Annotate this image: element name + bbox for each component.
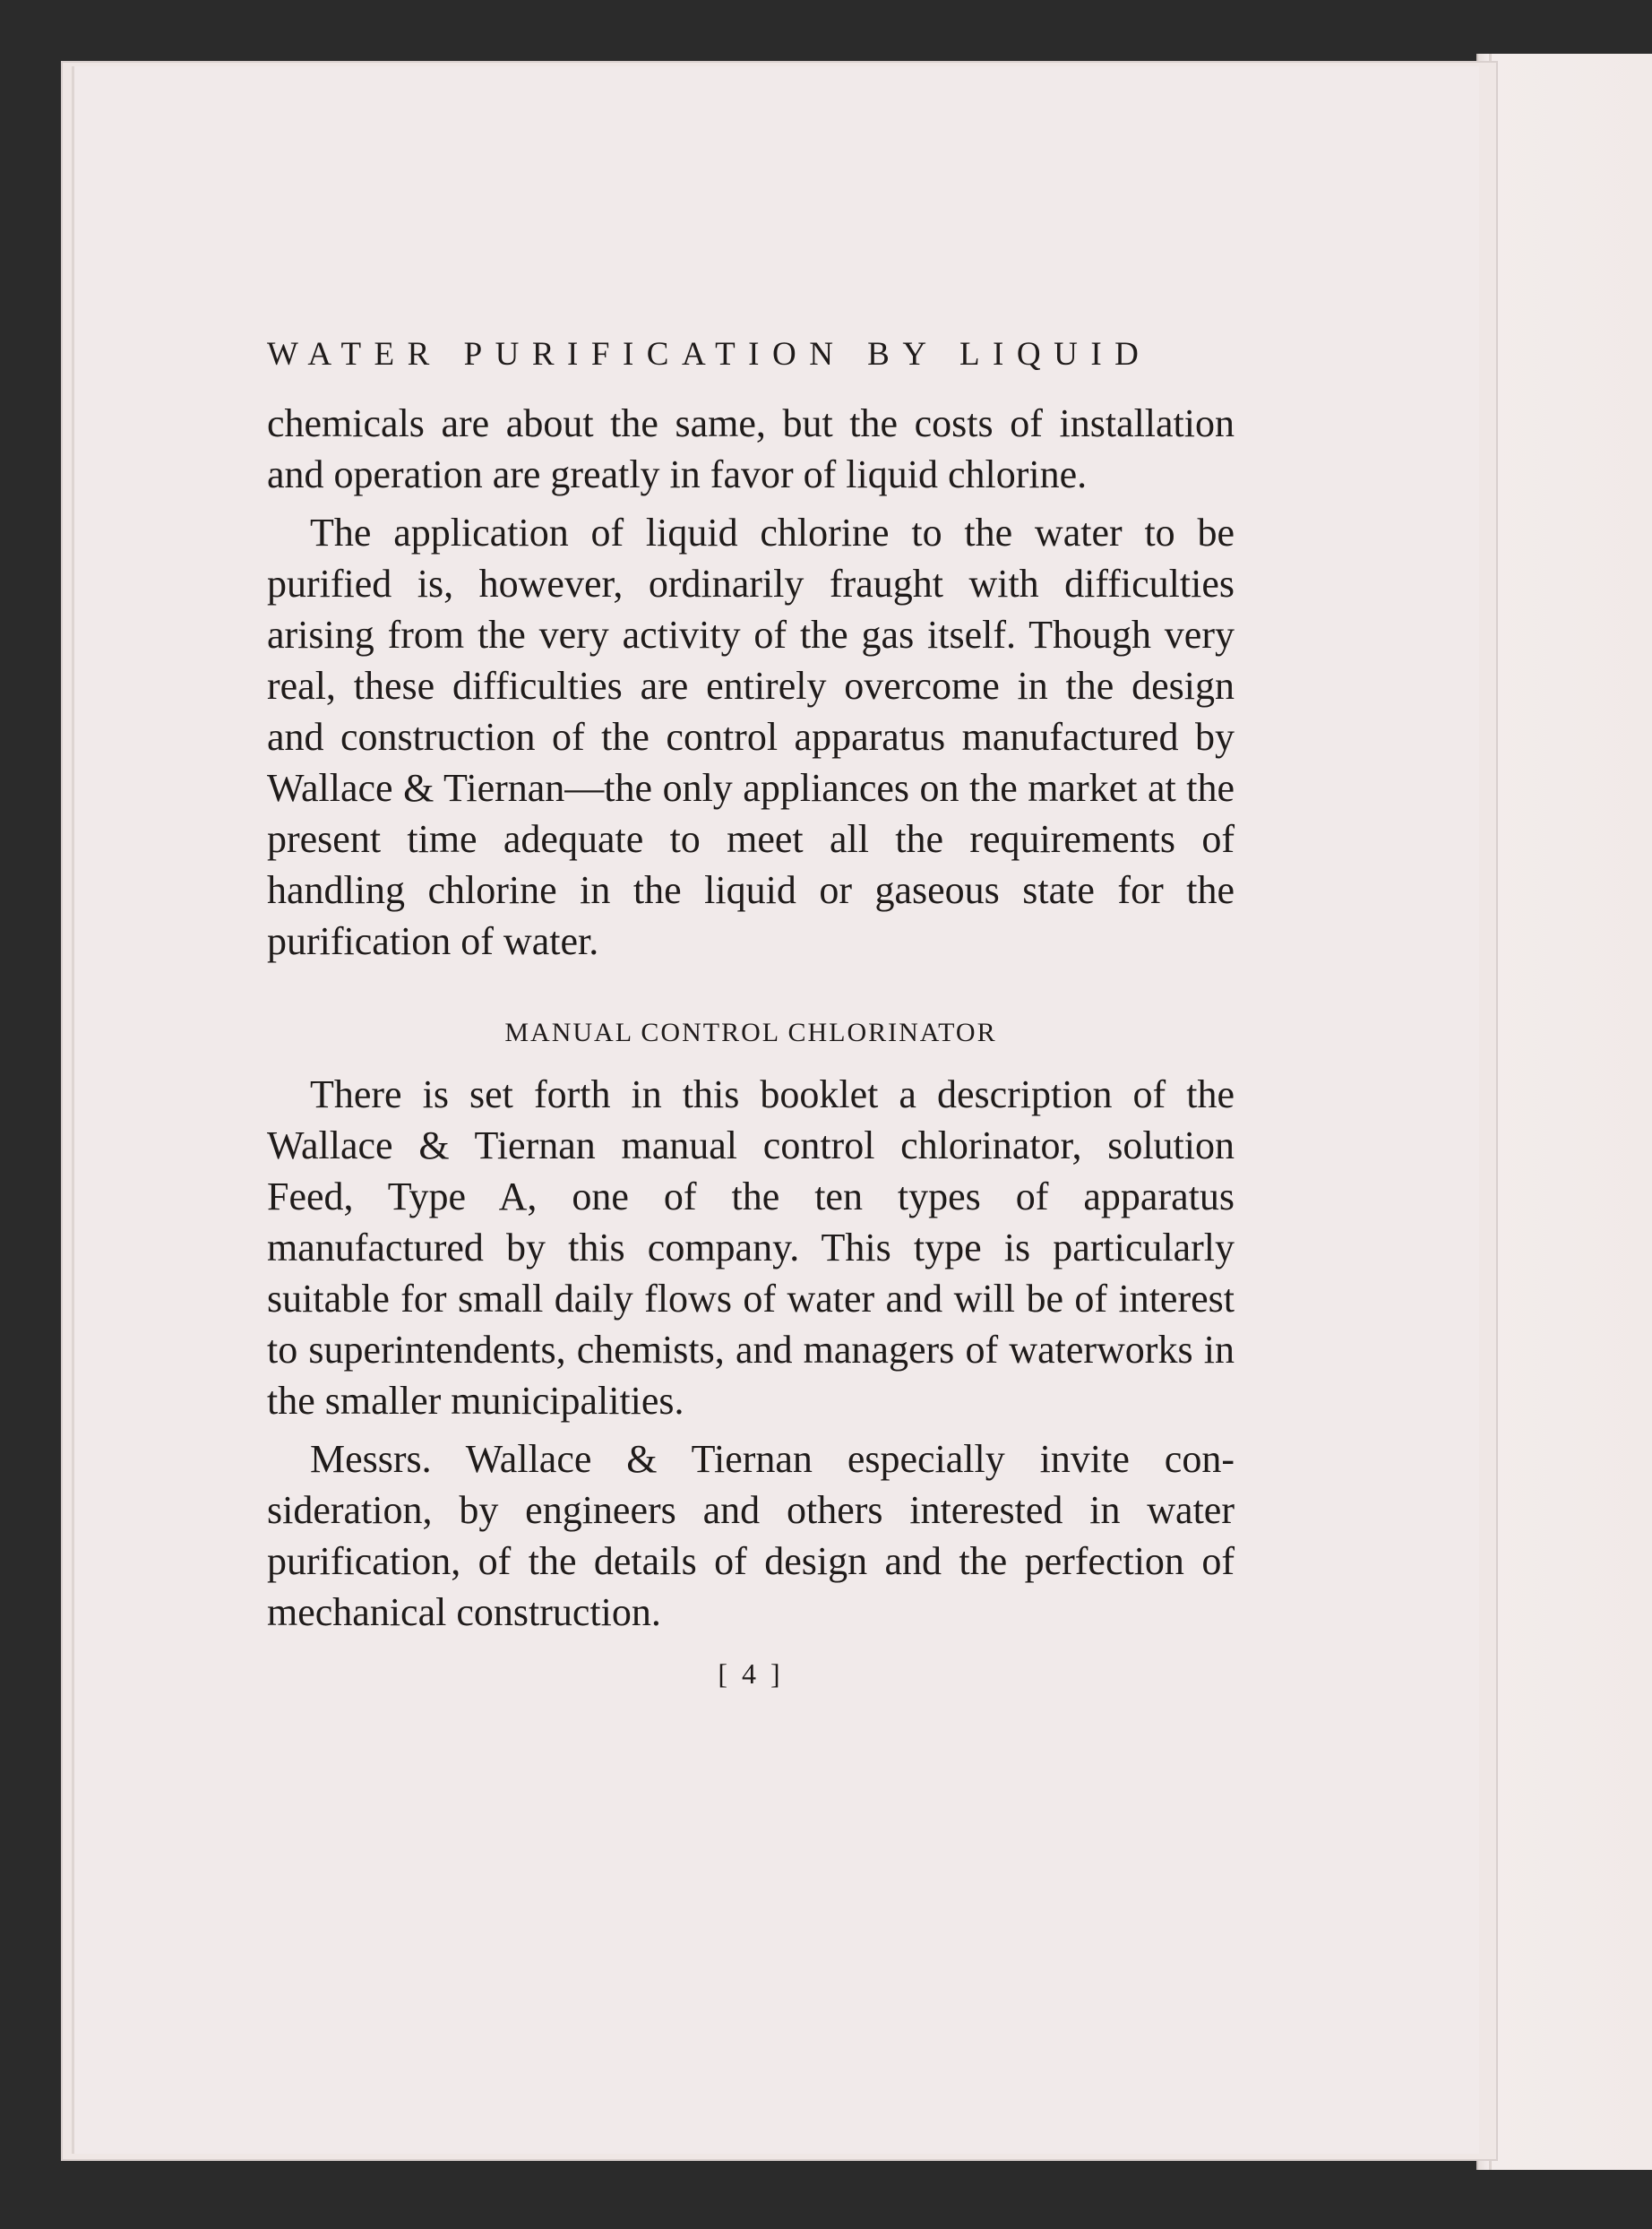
paragraph-2: The application of liquid chlorine to the water to be purified is, however, ordinarily fraught with difficulties arising from the very activity of the gas itself. Though very real, these difficulties are entirely overcome in the design and construction of the control apparatus manufactured by Wallace & Tiernan—the only appliances on the market at the present time adequate to meet all the requirements of handling chlorine in the liquid or gaseous state for the purification of water. xyxy=(267,511,1235,963)
running-head: WATER PURIFICATION BY LIQUID xyxy=(267,336,1152,373)
paragraph-4: Messrs. Wallace & Tiernan especially invite consideration, by engineers and others interested in water purification, of the details of design and the perfection of mechanical construction. xyxy=(267,1437,1235,1634)
paragraph-1: chemicals are about the same, but the costs of installation and operation are greatly in favor of liquid chlorine. xyxy=(267,401,1235,496)
adjacent-page-edge xyxy=(1476,54,1652,2170)
paragraph-3: There is set forth in this booklet a description of the Wallace & Tiernan manual control chlorinator, solution Feed, Type A, one of the ten types of apparatus manufactured by this company. This type is particularly suitable for small daily flows of water and will be of interest to superintendents, chemists, and managers of waterworks in the smaller municipalities. xyxy=(267,1072,1235,1423)
section-heading: MANUAL CONTROL CHLORINATOR xyxy=(504,1018,997,1047)
page-text-block xyxy=(267,269,1235,1691)
page-number: [ 4 ] xyxy=(718,1657,784,1690)
